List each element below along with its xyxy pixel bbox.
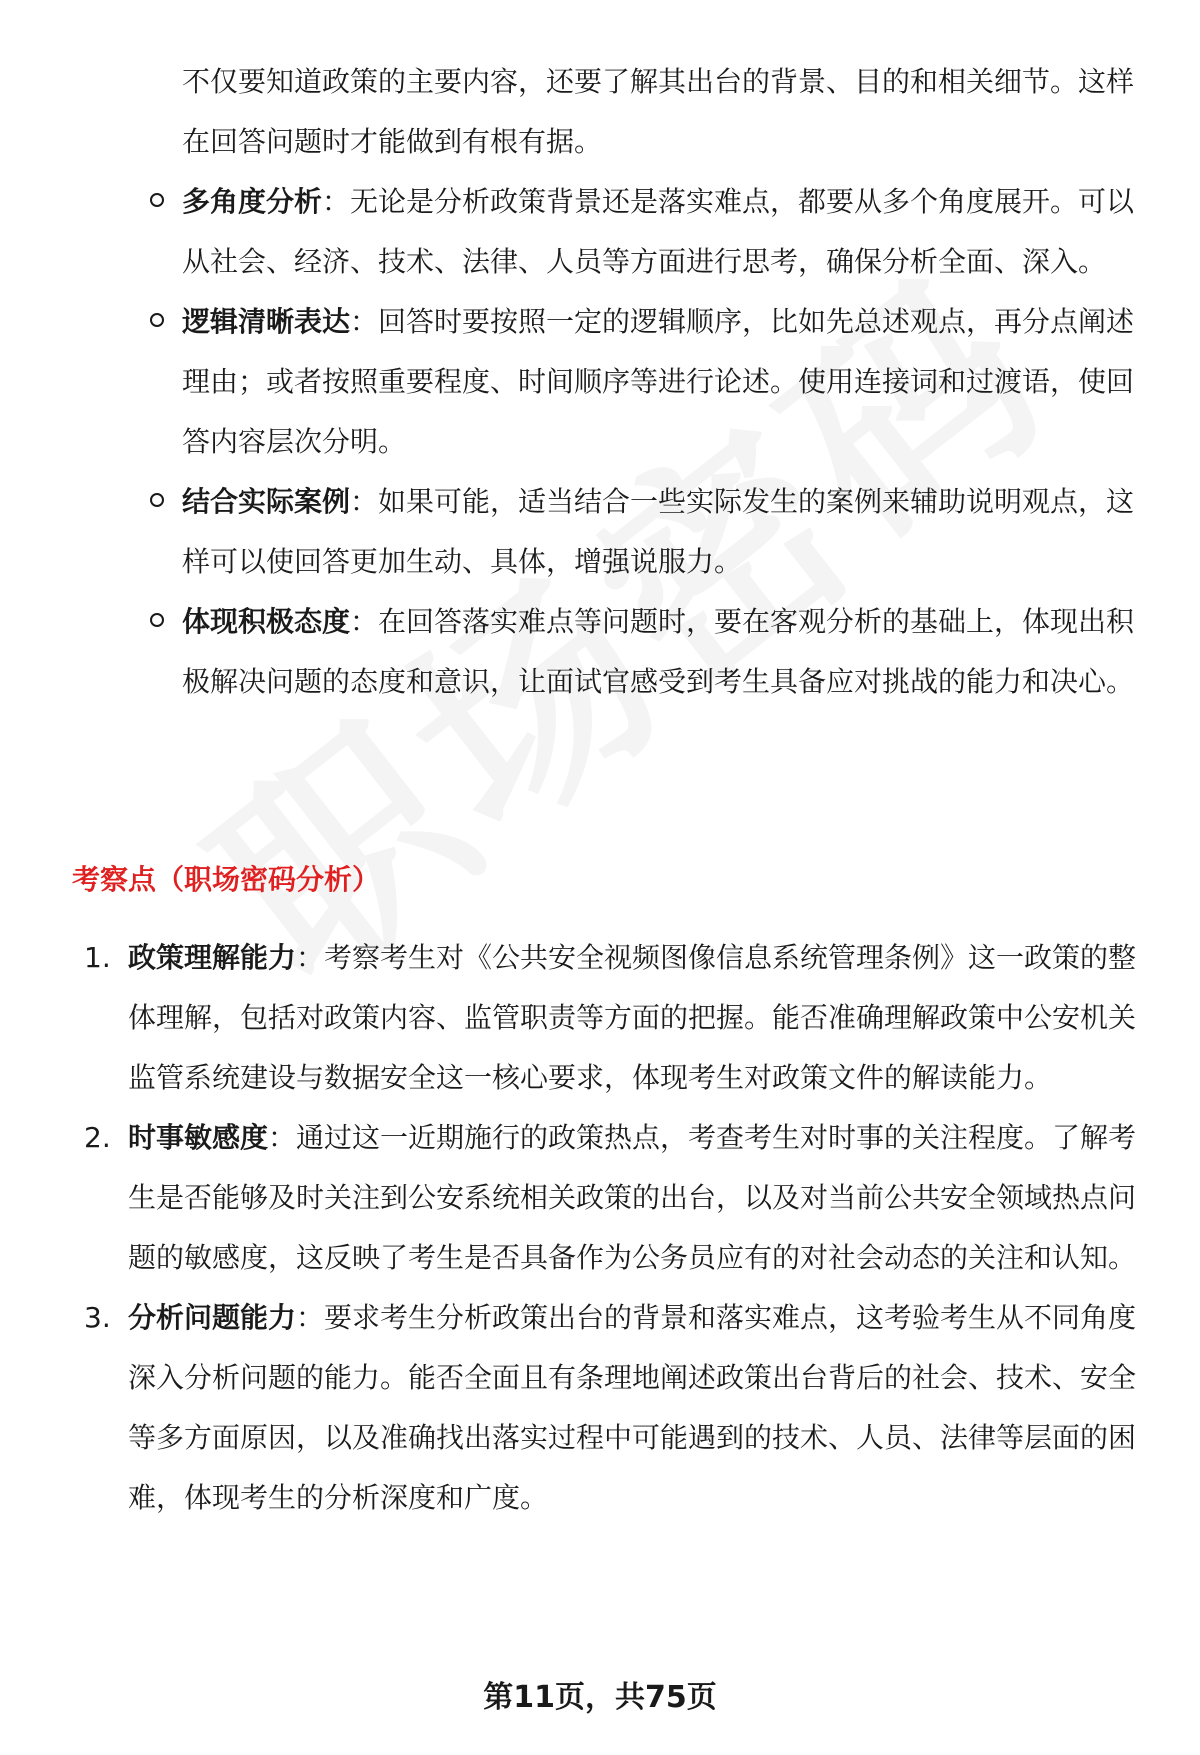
- page-footer: 第11页，共75页: [483, 1680, 717, 1715]
- item-number: 1.: [84, 941, 111, 974]
- item-number: 3.: [84, 1301, 111, 1334]
- tip-term: 体现积极态度: [182, 605, 351, 638]
- continuation-paragraph: 不仅要知道政策的主要内容，还要了解其出台的背景、目的和相关细节。这样在回答问题时才能做到有根有据。: [182, 65, 1135, 158]
- point-text: ：要求考生分析政策出台的背景和落实难点，这考验考生从不同角度深入分析问题的能力。能否全面且有条理地阐述政策出台背后的社会、技术、安全等多方面原因，以及准确找出落实过程中可能遇到的技术、人员、法律等层面的困难，体现考生的分析深度和广度。: [128, 1301, 1137, 1514]
- point-term: 政策理解能力: [128, 941, 297, 974]
- list-item: [84, 1288, 1143, 1528]
- section-heading: 考察点（职场密码分析）: [72, 863, 381, 896]
- point-term: 时事敏感度: [128, 1121, 269, 1154]
- hollow-circle-bullet-icon: [150, 313, 164, 327]
- list-item: [84, 928, 1143, 1108]
- hollow-circle-bullet-icon: [150, 493, 164, 507]
- item-number: 2.: [84, 1121, 111, 1154]
- tip-text: ：回答时要按照一定的逻辑顺序，比如先总述观点，再分点阐述理由；或者按照重要程度、时间顺序等进行论述。使用连接词和过渡语，使回答内容层次分明。: [182, 305, 1135, 458]
- tip-text: ：无论是分析政策背景还是落实难点，都要从多个角度展开。可以从社会、经济、技术、法律、人员等方面进行思考，确保分析全面、深入。: [182, 185, 1135, 278]
- tips-list: [0, 172, 1200, 712]
- list-item: [182, 292, 1142, 472]
- hollow-circle-bullet-icon: [150, 613, 164, 627]
- point-text: ：通过这一近期施行的政策热点，考查考生对时事的关注程度。了解考生是否能够及时关注到公安系统相关政策的出台，以及对当前公共安全领域热点问题的敏感度，这反映了考生是否具备作为公务员应有的对社会动态的关注和认知。: [128, 1121, 1137, 1274]
- tip-text: ：如果可能，适当结合一些实际发生的案例来辅助说明观点，这样可以使回答更加生动、具体，增强说服力。: [182, 485, 1135, 578]
- tip-term: 逻辑清晰表达: [182, 305, 351, 338]
- hollow-circle-bullet-icon: [150, 193, 164, 207]
- list-item: [182, 472, 1142, 592]
- list-item: [84, 1108, 1143, 1288]
- tip-text: ：在回答落实难点等问题时，要在客观分析的基础上，体现出积极解决问题的态度和意识，让面试官感受到考生具备应对挑战的能力和决心。: [182, 605, 1135, 698]
- list-item: [182, 592, 1142, 712]
- point-text: ：考察考生对《公共安全视频图像信息系统管理条例》这一政策的整体理解，包括对政策内容、监管职责等方面的把握。能否准确理解政策中公安机关监管系统建设与数据安全这一核心要求，体现考生对政策文件的解读能力。: [128, 941, 1137, 1094]
- tip-term: 结合实际案例: [182, 485, 351, 518]
- list-item: [182, 172, 1142, 292]
- points-list: [0, 928, 1200, 1528]
- tip-term: 多角度分析: [182, 185, 323, 218]
- point-term: 分析问题能力: [128, 1301, 297, 1334]
